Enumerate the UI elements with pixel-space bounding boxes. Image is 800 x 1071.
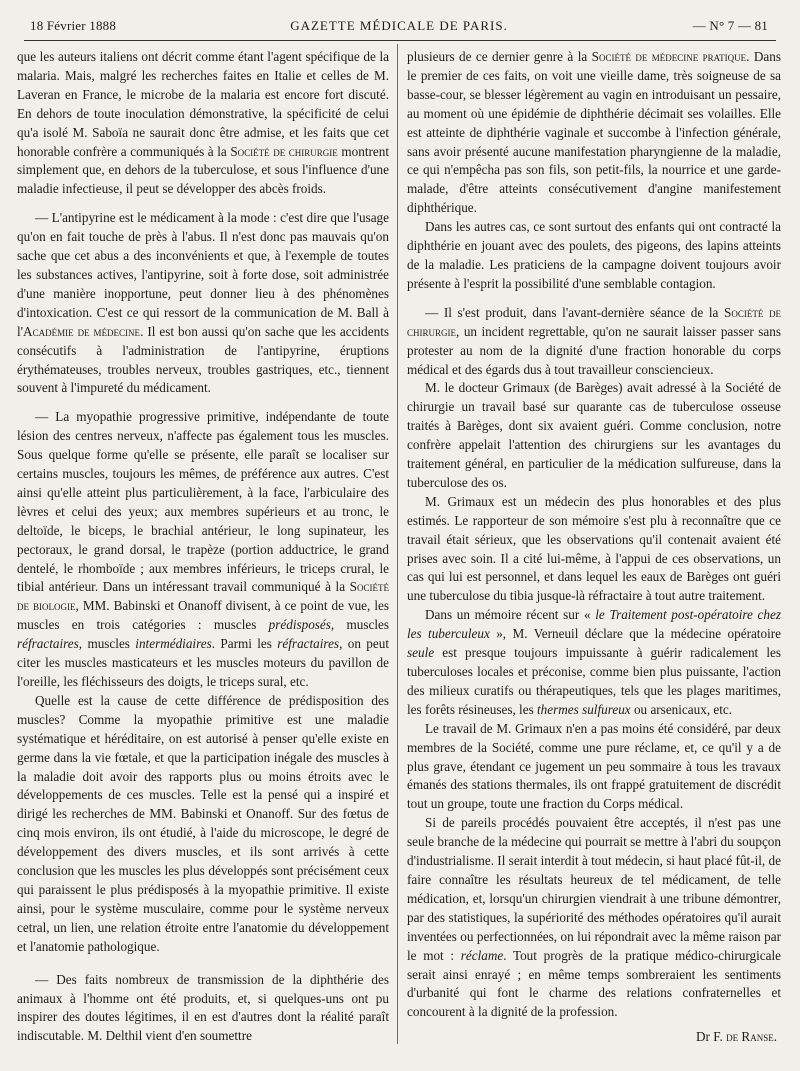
paragraph-contagion: Dans les autres cas, ce sont surtout des enfants qui ont contracté la diphthérie en jouant avec des poulets, des pigeons, des lapins atteints de la maladie. Les praticiens de la campagne doivent toujours avoir présente à l'esprit la possibilité d'une semblable contagion.	[407, 219, 781, 291]
paragraph-grimaux-work: M. le docteur Grimaux (de Barèges) avait adressé à la Société de chirurgie un travail basé sur quarante cas de tuberculose osseuse traités à Barèges, dont six avaient guéri. Comme conclusion, notre confrère appelait l'attention des chirurgiens sur les avantages du traitement général, en particulier de la médication sulfureuse, dans la tuberculose des os.	[407, 380, 781, 490]
issue-and-page-number: — N° 7 — 81	[692, 18, 768, 33]
paragraph-industrialism: Si de pareils procédés pouvaient être acceptés, il n'est pas une seule branche de la médecine qui pourrait se mettre à l'abri du soupçon d'industrialisme. Il serait interdit à tout médecin, si haut placé fût-il, de faire connaître les résultats heureux de tel médicament, de telle médication, et, lorsqu'un chirurgien viendrait à une tribune démontrer, par des statistiques, la supériorité des méthodes opératoires qu'il aurait inventées ou perfectionnées, on lui répondrait avec la même raison par le mot : réclame. Tout progrès de la pratique médico-chirurgicale serait ainsi enrayé ; en même temps sombreraient les sentiments d'urbanité qui font le charme des relations confraternelles et concourent à la dignité de la profession.	[407, 815, 781, 1020]
paragraph-incident: — Il s'est produit, dans l'avant-dernière séance de la Société de chirurgie, un incident regrettable, qu'on ne saurait laisser passer sans protester au nom de la dignité d'une fraction honorable du corps médical et des égards dus à tout travailleur consciencieux.	[407, 304, 781, 377]
journal-title: GAZETTE MÉDICALE DE PARIS.	[290, 18, 508, 33]
column-divider	[397, 44, 398, 1044]
paragraph-verneuil: Dans un mémoire récent sur « le Traitement post-opératoire chez les tuberculeux », M. Verneuil déclare que la médecine opératoire seule est presque toujours impuissante à guérir radicalement les tuberculoses locales et préconise, comme bien plus puissante, l'action des milieux curatifs ou thérapeutiques, tels que les plages maritimes, les forêts résineuses, les thermes sulfureux ou arsenicaux, etc.	[407, 607, 781, 717]
running-head	[30, 14, 768, 38]
paragraph-antipyrine: — L'antipyrine est le médicament à la mode : c'est dire que l'usage qu'on en fait touche de près à l'abus. Il n'est donc pas mauvais qu'on sache que cet abus a des inconvénients et que, à l'exemple de toutes les substances actives, l'antipyrine, soit à forte dose, soit administrée d'une manière inopportune, peut donner lieu à des phénomènes d'intoxication. C'est ce qui ressort de la communication de M. Ball à l'Académie de médecine. Il est bon aussi qu'on sache que les accidents consécutifs à l'administration de l'antipyrine, éruptions érythémateuses, troubles nerveux, troubles gastriques, etc., tiennent souvent à l'impureté du médicament.	[17, 210, 389, 396]
paragraph-reclame: Le travail de M. Grimaux n'en a pas moins été considéré, par deux membres de la Société, comme une pure réclame, et, ce qu'il y a de plus grave, étendant ce jugement un peu sommaire à tous les travaux émanés des stations thermales, ils ont frappé gratuitement de discrédit tout un groupe, toute une fraction du Corps médical.	[407, 720, 781, 812]
paragraph-diphtheria-cases: plusieurs de ce dernier genre à la Société de médecine pratique. Dans le premier de ces faits, on voit une vieille dame, très soigneuse de sa basse-cour, se blesser légèrement au vagin en introduisant un pessaire, au moment où une épidémie de diphthérie décimait ses volailles. Elle est atteinte de diphthérie vaginale et succombe à l'infection générale, sans avoir présenté aucune manifestation pharyngienne de la maladie, ce qui n'empêcha pas son fils, son petit-fils, la nourrice et une garde-malade, d'être atteints consécutivement d'angine manifestement diphthérique.	[407, 49, 781, 216]
header-rule	[24, 40, 776, 41]
paragraph-muscle-predisposition: Quelle est la cause de cette différence de prédisposition des muscles? Comme la myopathie primitive est une maladie systématique et héréditaire, on est autorisé à penser qu'elle existe en germe dans la vie fœtale, et que la participation inégale des muscles à la maladie doit avoir des rapports plus ou moins étroits avec le développements de ces muscles. Telle est la pensé qui a inspiré et dirigé les recherches de MM. Babinski et Onanoff. Sur des fœtus de cinq mois environ, ils ont étudié, à l'aide du microscope, le degré de développement des divers muscles, et ils sont arrivés à cette conclusion que les muscles les plus développés sont précisément ceux qui paraissent le plus prédisposés à la myopathie primitive. Il existe ainsi, pour le système musculaire, comme pour le système nerveux cetral, un lien, une relation étroite entre l'anatomie du développement et l'anatomie pathologique.	[17, 692, 389, 954]
author-signature: Dr F. de Ranse.	[696, 1029, 777, 1045]
right-column	[407, 48, 781, 1047]
paragraph-diphtheria-transmission: — Des faits nombreux de transmission de la diphthérie des animaux à l'homme ont été produits, et, si quelques-uns ont pu inspirer des doutes légitimes, il en est d'autres dont la réalité paraît indiscutable. M. Delthil vient d'en soumettre	[17, 971, 389, 1044]
paragraph-grimaux-honor: M. Grimaux est un médecin des plus honorables et des plus estimés. Le rapporteur de son mémoire s'est plu à reconnaître que ce travail était sérieux, que les observations qu'il contenait avaient été prises avec soin. Il a cité lui-même, à l'appui de ces observations, un cas qui lui est personnel, et dans lequel les eaux de Barèges ont guéri une tuberculose du tibia jusque-là réfractaire à tout autre traitement.	[407, 493, 781, 604]
left-column	[17, 48, 389, 1046]
issue-date: 18 Février 1888	[30, 18, 117, 33]
paragraph-myopathy: — La myopathie progressive primitive, indépendante de toute lésion des centres nerveux, n'affecte pas également tous les muscles. Sous quelque forme qu'elle se présente, elle paraît se localiser sur certains muscles, toujours les mêmes, de préférence aux autres. C'est ainsi qu'elle atteint plus particulièrement, à la face, l'arbiculaire des lèvres et celui des yeux; aux membres supérieurs et au tronc, le deltoïde, le biceps, le brachial antérieur, le long supinateur, les pectoraux, le grand dorsal, le trapèze (portion adductrice, le grand dentelé, le rhomboïde ; aux membres inférieurs, le triceps crural, le tibial antérieur. Dans un intéressant travail communiqué à la Société de biologie, MM. Babinski et Onanoff divisent, à ce point de vue, les muscles en trois catégories : muscles prédisposés, muscles réfractaires, muscles intermédiaires. Parmi les réfractaires, on peut citer les muscles masticateurs et les muscles moteurs du pavillon de l'oreille, les fléchisseurs des doigts, le triceps sural, etc.	[17, 409, 389, 689]
paragraph-malaria-microbe: que les auteurs italiens ont décrit comme étant l'agent spécifique de la malaria. Mais, malgré les recherches faites en Italie et celles de M. Laveran en France, le microbe de la malaria est encore fort discuté. En dehors de toute inoculation démonstrative, la spécificité de celui qu'a isolé M. Saboïa ne saurait donc être admise, et les faits que cet honorable confrère a communiqués à la Société de chirurgie montrent simplement que, en dehors de la tuberculose, et sous l'influence d'une maladie infectieuse, il peut se développer des abcès froids.	[17, 49, 389, 197]
